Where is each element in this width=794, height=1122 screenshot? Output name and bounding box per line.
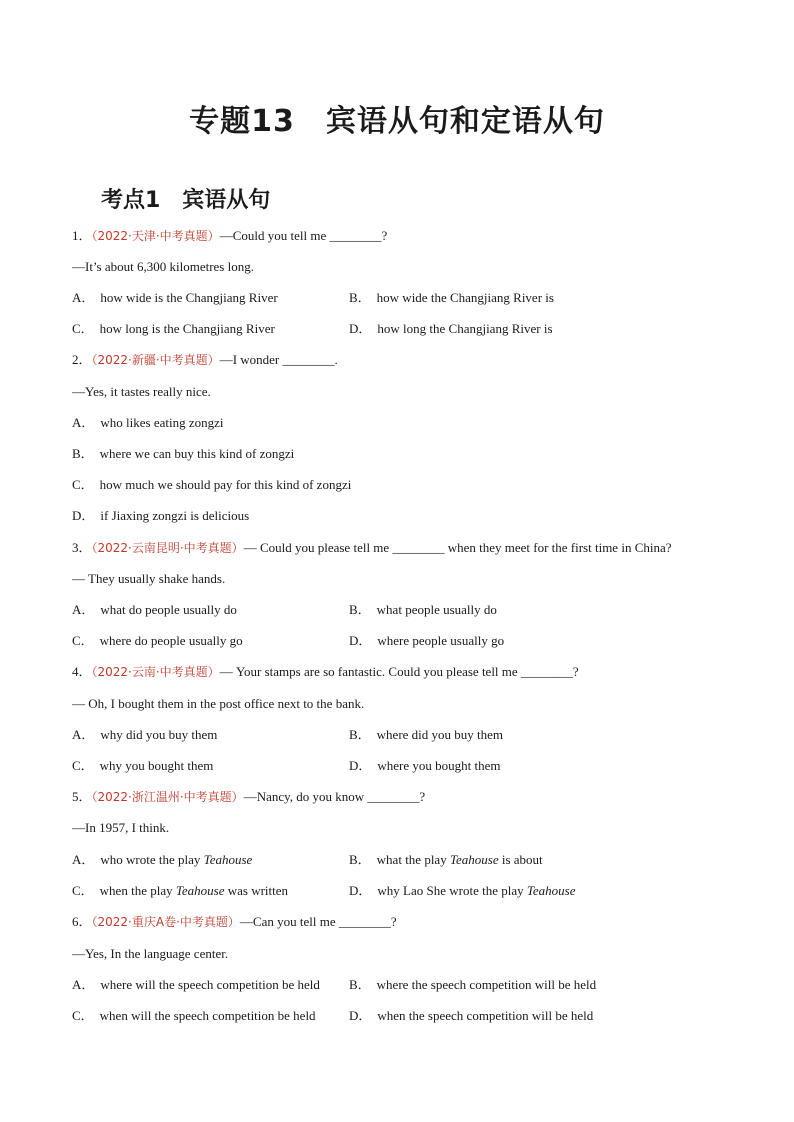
option-text-tail: is about (498, 852, 543, 867)
option-text: where you bought them (377, 758, 501, 773)
option-text: what the play (376, 852, 450, 867)
question-text: — Your stamps are so fantastic. Could you please tell me ________? (219, 664, 579, 679)
option-text: who likes eating zongzi (100, 415, 224, 430)
option-label: D． (349, 321, 372, 336)
option-label: A． (72, 852, 95, 867)
question-text: —I wonder ________. (219, 352, 338, 367)
option-text: where do people usually go (99, 633, 243, 648)
option-label: B． (72, 446, 94, 461)
question-number: 1． (72, 228, 92, 243)
option-text: when will the speech competition be held (99, 1008, 316, 1023)
option-title-italic: Teahouse (175, 883, 225, 898)
question-number: 5． (72, 789, 92, 804)
option-text: where did you buy them (376, 727, 504, 742)
option-label: B． (349, 852, 371, 867)
question-number: 3． (72, 540, 92, 555)
option-text: who wrote the play (100, 852, 204, 867)
option-title-italic: Teahouse (526, 883, 576, 898)
page-title: 专题13 宾语从句和定语从句 (189, 104, 605, 139)
question-3-option-c[interactable] (72, 633, 243, 649)
option-text: where we can buy this kind of zongzi (99, 446, 295, 461)
option-label: B． (349, 977, 371, 992)
question-number: 4． (72, 664, 92, 679)
option-text: if Jiaxing zongzi is delicious (100, 508, 250, 523)
question-4-reply: — Oh, I bought them in the post office next to the bank. (72, 696, 365, 711)
question-1-stem (72, 228, 387, 244)
option-text: how long the Changjiang River is (377, 321, 553, 336)
question-3-option-b[interactable] (349, 602, 497, 618)
question-3-option-d[interactable] (349, 633, 504, 649)
question-text: —Can you tell me ________? (239, 914, 397, 929)
question-text: —Nancy, do you know ________? (243, 789, 426, 804)
option-label: D． (72, 508, 95, 523)
section-heading: 考点1 宾语从句 (101, 188, 271, 213)
question-3-reply: — They usually shake hands. (72, 571, 226, 586)
question-1-option-a[interactable] (72, 290, 278, 306)
option-label: C． (72, 477, 94, 492)
question-5-option-c[interactable] (72, 883, 288, 899)
option-text: why did you buy them (100, 727, 218, 742)
question-6-stem (72, 914, 397, 930)
question-6-option-d[interactable] (349, 1008, 593, 1024)
option-label: D． (349, 758, 372, 773)
question-4-option-b[interactable] (349, 727, 503, 743)
option-title-italic: Teahouse (449, 852, 499, 867)
question-5-reply: —In 1957, I think. (72, 820, 170, 835)
option-label: B． (349, 290, 371, 305)
question-2-reply: —Yes, it tastes really nice. (72, 384, 211, 399)
question-4-option-a[interactable] (72, 727, 217, 743)
option-text: how wide is the Changjiang River (100, 290, 278, 305)
option-text: why Lao She wrote the play (377, 883, 527, 898)
question-number: 2． (72, 352, 92, 367)
question-number: 6． (72, 914, 92, 929)
question-4-option-c[interactable] (72, 758, 213, 774)
question-5-option-a[interactable] (72, 852, 252, 868)
option-label: A． (72, 602, 95, 617)
question-1-reply: —It’s about 6,300 kilometres long. (72, 259, 254, 274)
question-5-stem (72, 789, 425, 805)
option-text: when the speech competition will be held (377, 1008, 594, 1023)
question-6-option-a[interactable] (72, 977, 320, 993)
option-label: A． (72, 415, 95, 430)
question-source: （2022·云南·中考真题） (91, 665, 220, 679)
question-1-option-d[interactable] (349, 321, 553, 337)
question-6-option-c[interactable] (72, 1008, 316, 1024)
option-title-italic: Teahouse (203, 852, 253, 867)
option-text-tail: was written (224, 883, 289, 898)
question-source: （2022·云南昆明·中考真题） (91, 541, 244, 555)
option-label: D． (349, 883, 372, 898)
option-text: how long is the Changjiang River (99, 321, 275, 336)
question-5-option-d[interactable] (349, 883, 576, 899)
question-4-stem (72, 664, 579, 680)
question-5-option-b[interactable] (349, 852, 543, 868)
question-1-option-b[interactable] (349, 290, 554, 306)
option-label: C． (72, 321, 94, 336)
question-2-option-c[interactable] (72, 477, 351, 493)
option-label: B． (349, 602, 371, 617)
option-label: A． (72, 727, 95, 742)
option-text: what do people usually do (100, 602, 237, 617)
question-text: — Could you please tell me ________ when they meet for the first time in China? (243, 540, 672, 555)
option-label: C． (72, 758, 94, 773)
option-text: how much we should pay for this kind of zongzi (99, 477, 352, 492)
option-label: D． (349, 1008, 372, 1023)
question-source: （2022·浙江温州·中考真题） (91, 790, 244, 804)
question-3-option-a[interactable] (72, 602, 237, 618)
option-text: where will the speech competition be held (100, 977, 320, 992)
option-label: C． (72, 633, 94, 648)
option-text: when the play (99, 883, 176, 898)
option-text: where the speech competition will be held (376, 977, 597, 992)
question-3-stem (72, 540, 672, 556)
question-source: （2022·新疆·中考真题） (91, 353, 220, 367)
option-text: what people usually do (376, 602, 497, 617)
option-text: why you bought them (99, 758, 214, 773)
option-label: A． (72, 290, 95, 305)
question-6-option-b[interactable] (349, 977, 596, 993)
question-source: （2022·天津·中考真题） (91, 229, 220, 243)
question-6-reply: —Yes, In the language center. (72, 946, 229, 961)
option-label: C． (72, 883, 94, 898)
option-label: C． (72, 1008, 94, 1023)
question-4-option-d[interactable] (349, 758, 501, 774)
question-2-option-d[interactable] (72, 508, 249, 524)
option-text: how wide the Changjiang River is (376, 290, 554, 305)
question-2-stem (72, 352, 338, 368)
question-source: （2022·重庆A卷·中考真题） (91, 915, 240, 929)
question-2-option-a[interactable] (72, 415, 224, 431)
option-text: where people usually go (377, 633, 505, 648)
option-label: D． (349, 633, 372, 648)
question-text: —Could you tell me ________? (219, 228, 388, 243)
option-label: B． (349, 727, 371, 742)
option-label: A． (72, 977, 95, 992)
question-2-option-b[interactable] (72, 446, 294, 462)
question-1-option-c[interactable] (72, 321, 275, 337)
